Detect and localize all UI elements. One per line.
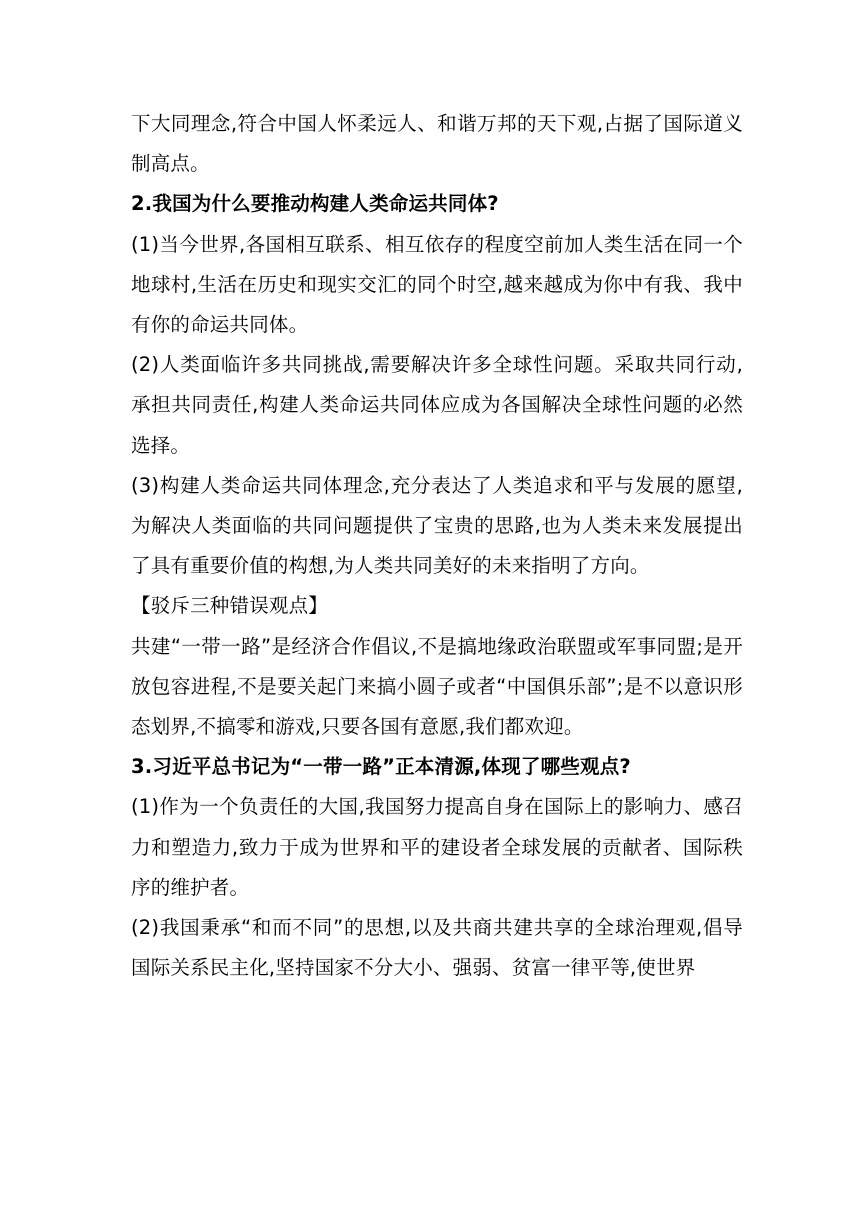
section-heading-refute: 【驳斥三种错误观点】 <box>131 594 329 618</box>
paragraph-continuation: 下大同理念,符合中国人怀柔远人、和谐万邦的天下观,占据了国际道义制高点。 <box>131 112 743 176</box>
question-2-heading: 2.我国为什么要推动构建人类命运共同体? <box>131 192 499 216</box>
document-page <box>131 104 743 988</box>
answer-3-point-2: (2)我国秉承“和而不同”的思想,以及共商共建共享的全球治理观,倡导国际关系民主化,坚持国家不分大小、强弱、贫富一律平等,使世界 <box>131 916 743 980</box>
answer-3-point-1: (1)作为一个负责任的大国,我国努力提高自身在国际上的影响力、感召力和塑造力,致力于成为世界和平的建设者全球发展的贡献者、国际秩序的维护者。 <box>131 795 743 899</box>
answer-2-point-3: (3)构建人类命运共同体理念,充分表达了人类追求和平与发展的愿望,为解决人类面临的共同问题提供了宝贵的思路,也为人类未来发展提出了具有重要价值的构想,为人类共同美好的未来指明了方向。 <box>131 473 743 578</box>
refute-paragraph: 共建“一带一路”是经济合作倡议,不是搞地缘政治联盟或军事同盟;是开放包容进程,不是要关起门来搞小圆子或者“中国俱乐部”;是不以意识形态划界,不搞零和游戏,只要各国有意愿,我们都欢迎。 <box>131 634 743 739</box>
answer-2-point-1: (1)当今世界,各国相互联系、相互依存的程度空前加人类生活在同一个地球村,生活在历史和现实交汇的同个时空,越来越成为你中有我、我中有你的命运共同体。 <box>131 232 743 337</box>
question-3-heading: 3.习近平总书记为“一带一路”正本清源,体现了哪些观点? <box>131 755 631 779</box>
answer-2-point-2: (2)人类面临许多共同挑战,需要解决许多全球性问题。采取共同行动,承担共同责任,构建人类命运共同体应成为各国解决全球性问题的必然选择。 <box>131 353 743 457</box>
